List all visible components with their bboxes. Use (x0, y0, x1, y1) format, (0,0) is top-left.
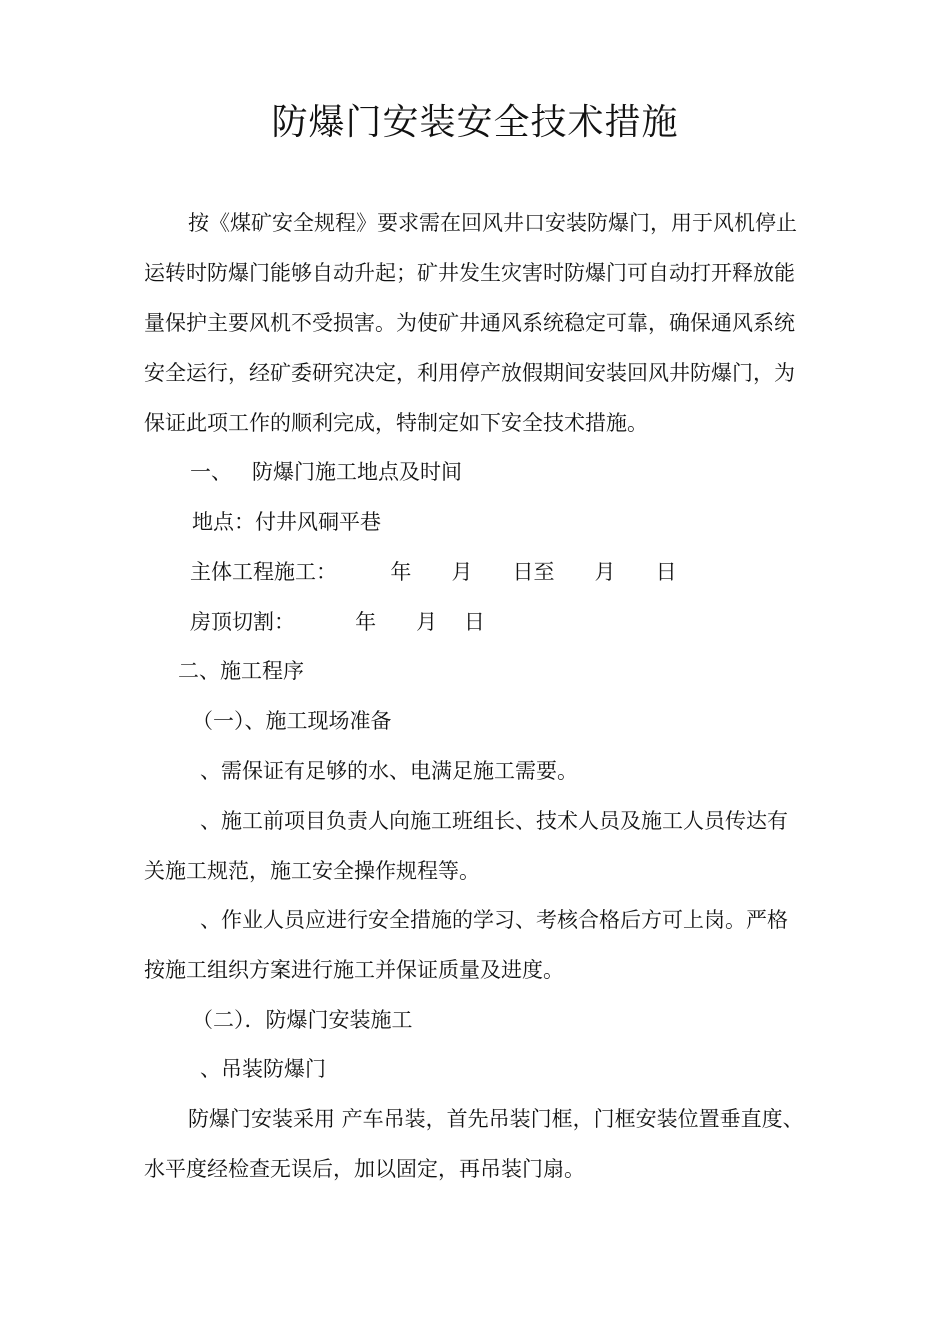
sub2-paragraph: 防爆门安装采用 产车吊装，首先吊装门框，门框安装位置垂直度、水平度经检查无误后，加以固定，再吊装门扇。 (144, 1107, 804, 1181)
roof-cut-line: 房顶切割： 年 月 日 (190, 610, 485, 634)
sub1-item3-block (144, 895, 808, 995)
section2-heading: 二、施工程序 (178, 659, 304, 683)
section1-heading: 一、 防爆门施工地点及时间 (190, 460, 463, 484)
sub1-item2: 、施工前项目负责人向施工班组长、技术人员及施工人员传达有关施工规范，施工安全操作规程等。 (144, 809, 788, 883)
location-line: 地点：付井风硐平巷 (192, 510, 381, 534)
sub1-heading: （一）、施工现场准备 (192, 709, 392, 733)
sub1-item3: 、作业人员应进行安全措施的学习、考核合格后方可上岗。严格按施工组织方案进行施工并保证质量及进度。 (144, 908, 788, 982)
sub2-heading: （二）．防爆门安装施工 (192, 1008, 413, 1032)
main-works-line: 主体工程施工： 年 月 日至 月 日 (190, 560, 677, 584)
sub2-para-block (144, 1094, 808, 1194)
sub2-item1: 、吊装防爆门 (200, 1057, 326, 1081)
sub1-item2-block (144, 796, 808, 896)
page-title: 防爆门安装安全技术措施 (271, 102, 679, 143)
sub1-item1: 、需保证有足够的水、电满足施工需要。 (200, 759, 578, 783)
intro-paragraph: 按《煤矿安全规程》要求需在回风井口安装防爆门，用于风机停止运转时防爆门能够自动升起；矿井发生灾害时防爆门可自动打开释放能量保护主要风机不受损害。为使矿井通风系统稳定可靠，确保通风系统安全运行，经矿委研究决定，利用停产放假期间安装回风井防爆门，为保证此项工作的顺利完成，特制定如下安全技术措施。 (144, 211, 797, 435)
